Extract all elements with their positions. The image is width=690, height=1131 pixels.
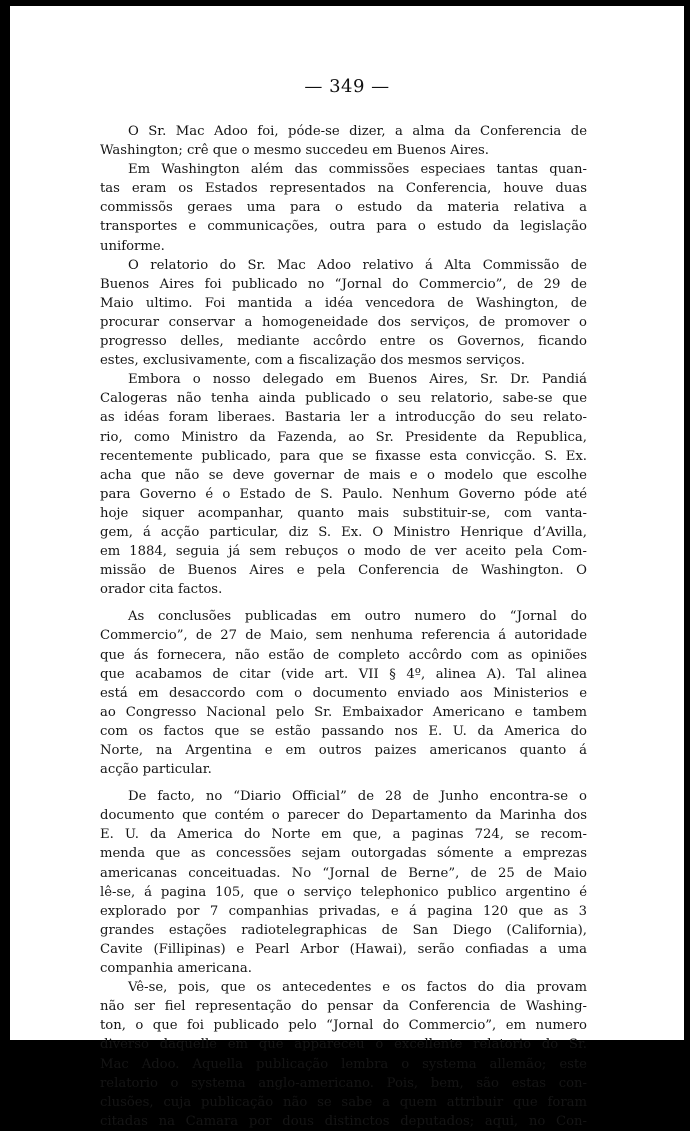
paragraph xyxy=(100,787,587,978)
text-line: Buenos Aires foi publicado no “Jornal do Commercio”, de 29 de xyxy=(100,276,587,292)
paragraph-gap xyxy=(100,779,587,787)
text-line: acção particular. xyxy=(100,762,212,778)
paragraph-gap xyxy=(100,599,587,607)
paragraph xyxy=(100,607,587,779)
text-line: commissõs geraes uma para o estudo da materia relativa a xyxy=(100,200,587,216)
text-line: Norte, na Argentina e em outros paizes americanos quanto á xyxy=(100,743,587,758)
text-line: tas eram os Estados representados na Conferencia, houve duas xyxy=(100,181,587,197)
text-line: As conclusões publicadas em outro numero do “Jornal do xyxy=(128,609,587,625)
text-line: Washington; crê que o mesmo succedeu em Buenos Aires. xyxy=(100,143,489,159)
text-line: citadas na Camara por dous distinctos deputados; aqui, no Con- xyxy=(100,1113,587,1129)
text-line: Cavite (Fillipinas) e Pearl Arbor (Hawai), serão confiadas a uma xyxy=(100,941,587,957)
text-line: Maio ultimo. Foi mantida a idéa vencedora de Washington, de xyxy=(100,295,587,311)
page-number: — 349 — xyxy=(304,76,390,97)
text-line: missão de Buenos Aires e pela Conferencia de Washington. O xyxy=(100,563,587,579)
text-line: Mac Adoo. Aquella publicação lembra o systema allemão; este xyxy=(100,1056,587,1072)
text-line: documento que contém o parecer do Departamento da Marinha dos xyxy=(100,808,587,824)
book-page xyxy=(10,6,684,1129)
text-line: gem, á acção particular, diz S. Ex. O Ministro Henrique d’Avilla, xyxy=(100,524,587,540)
text-line: não ser fiel representação do pensar da Conferencia de Washing- xyxy=(100,999,587,1015)
paragraph xyxy=(100,978,587,1131)
paragraph xyxy=(100,370,587,599)
text-line: companhia americana. xyxy=(100,961,252,977)
text-line: ton, o que foi publicado pelo “Jornal do Commercio”, em numero xyxy=(100,1018,587,1034)
text-line: E. U. da America do Norte em que, a paginas 724, se recom- xyxy=(100,827,587,843)
text-line: hoje siquer acompanhar, quanto mais substituir-se, com vanta- xyxy=(100,505,587,521)
text-line: que ás fornecera, não estão de completo accôrdo com as opiniões xyxy=(100,647,587,663)
text-line: menda que as concessões sejam outorgadas sómente a emprezas xyxy=(100,846,587,862)
text-line: para Governo é o Estado de S. Paulo. Nenhum Governo póde até xyxy=(100,486,587,502)
text-line: as idéas foram liberaes. Bastaria ler a introducção do seu relato- xyxy=(100,410,587,426)
text-line: Embora o nosso delegado em Buenos Aires, Sr. Dr. Pandiá xyxy=(128,372,587,388)
text-line: com os factos que se estão passando nos E. U. da America do xyxy=(100,723,587,739)
text-line: procurar conservar a homogeneidade dos serviços, de promover o xyxy=(100,314,587,330)
text-line: Em Washington além das commissões especiaes tantas quan- xyxy=(128,162,587,178)
text-line: Commercio”, de 27 de Maio, sem nenhuma referencia á autoridade xyxy=(100,628,587,644)
text-line: progresso delles, mediante accôrdo entre os Governos, ficando xyxy=(100,334,587,350)
text-line: De facto, no “Diario Official” de 28 de Junho encontra-se o xyxy=(128,789,587,805)
text-line: grandes estações radiotelegraphicas de San Diego (California), xyxy=(100,922,587,938)
text-line: acha que não se deve governar de mais e o modelo que escolhe xyxy=(100,467,587,483)
text-line: ao Congresso Nacional pelo Sr. Embaixador Americano e tambem xyxy=(100,704,587,720)
text-line: relatorio o systema anglo-americano. Pois, bem, são estas con- xyxy=(100,1075,587,1091)
text-line: lê-se, á pagina 105, que o serviço telephonico publico argentino é xyxy=(100,884,587,900)
text-line: rio, como Ministro da Fazenda, ao Sr. Presidente da Republica, xyxy=(100,429,587,445)
text-line: O Sr. Mac Adoo foi, póde-se dizer, a alma da Conferencia de xyxy=(128,124,587,139)
text-line: Calogeras não tenha ainda publicado o seu relatorio, sabe-se que xyxy=(100,391,587,407)
text-line: orador cita factos. xyxy=(100,582,223,598)
paragraph xyxy=(100,160,587,255)
paragraph xyxy=(100,122,587,160)
text-line: em 1884, seguia já sem rebuços o modo de ver aceito pela Com- xyxy=(100,544,587,560)
text-line: americanas conceituadas. No “Jornal de Berne”, de 25 de Maio xyxy=(100,865,587,881)
text-line: transportes e communicações, outra para o estudo da legislação xyxy=(100,219,587,235)
text-line: está em desaccordo com o documento enviado aos Ministerios e xyxy=(100,685,587,701)
text-line: recentemente publicado, para que se fixasse esta convicção. S. Ex. xyxy=(100,448,587,464)
paragraph xyxy=(100,256,587,371)
text-line: Vê-se, pois, que os antecedentes e os factos do dia provam xyxy=(128,980,587,996)
text-line: uniforme. xyxy=(100,238,165,254)
text-line: O relatorio do Sr. Mac Adoo relativo á Alta Commissão de xyxy=(128,257,587,273)
text-line: clusões, cuja publicação não se sabe a quem attribuir que foram xyxy=(100,1094,587,1110)
text-line: explorado por 7 companhias privadas, e á pagina 120 que as 3 xyxy=(100,903,587,919)
text-line: estes, exclusivamente, com a fiscalização dos mesmos serviços. xyxy=(100,353,525,369)
body-text xyxy=(100,122,587,1131)
text-line: que acabamos de citar (vide art. VII § 4º, alinea A). Tal alinea xyxy=(100,666,587,682)
text-line: diverso daquelle em que appareceu o excellente relatorio do Sr. xyxy=(100,1037,587,1053)
